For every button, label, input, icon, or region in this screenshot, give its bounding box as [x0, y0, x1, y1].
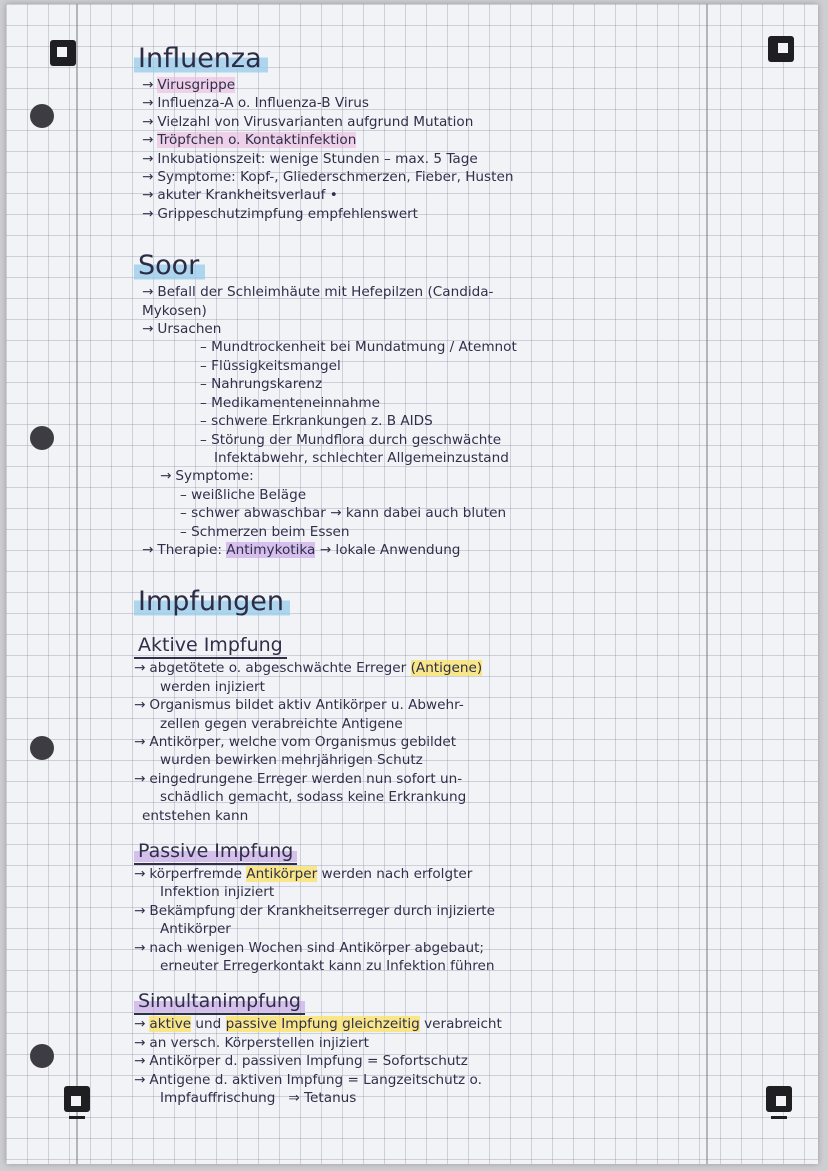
- list-item: [134, 902, 714, 920]
- list-item: [134, 883, 714, 901]
- heading-passive-impfung: Passive Impfung: [134, 839, 297, 865]
- heading-aktive-impfung: Aktive Impfung: [134, 633, 287, 659]
- list-item: [134, 150, 714, 168]
- list-item-text: Therapie:: [157, 541, 222, 558]
- list-item-text: Impfauffrischung: [160, 1090, 276, 1107]
- list-item: [134, 733, 714, 751]
- list-item-text: Grippeschutzimpfung empfehlenswert: [157, 205, 419, 222]
- list-item-text: Antikörper: [160, 921, 231, 938]
- list-item: – Störung der Mundflora durch geschwächte: [200, 431, 502, 448]
- arrow-icon: →: [142, 205, 154, 222]
- list-item: [134, 659, 714, 677]
- heading-soor: Soor: [134, 249, 205, 283]
- list-item: [134, 939, 714, 957]
- heading-influenza: Influenza: [134, 42, 268, 76]
- list-item-text: werden nach erfolgter: [317, 866, 473, 882]
- arrow-icon: →: [142, 321, 154, 338]
- corner-marker-icon: [50, 40, 76, 66]
- arrow-icon: →: [160, 468, 172, 485]
- arrow-icon: →: [142, 541, 154, 558]
- punch-hole: [30, 1044, 54, 1068]
- section-soor: [134, 249, 714, 559]
- list-item: [134, 1052, 714, 1070]
- arrow-icon: →: [142, 150, 154, 167]
- list-item: – Schmerzen beim Essen: [180, 523, 350, 540]
- list-item-text: Antikörper d. passiven Impfung = Sofortschutz: [149, 1053, 468, 1070]
- heading-simultanimpfung: Simultanimpfung: [134, 989, 305, 1015]
- list-item-text: körperfremde: [149, 866, 247, 882]
- list-item-text: zellen gegen verabreichte Antigene: [160, 715, 403, 732]
- list-item-text: Symptome:: [175, 468, 254, 485]
- list-item: – weißliche Beläge: [180, 486, 307, 503]
- list-item: [134, 131, 714, 149]
- arrow-icon: →: [142, 187, 154, 204]
- list-item-text: Infektion injiziert: [160, 884, 275, 901]
- list-item-text: abgetötete o. abgeschwächte Erreger: [149, 660, 411, 677]
- list-item-text: Schmerzen beim Essen: [191, 523, 350, 540]
- list-item-text: Störung der Mundflora durch geschwächte: [211, 431, 502, 448]
- list-item-text: verabreicht: [419, 1016, 502, 1033]
- list-item-text: erneuter Erregerkontakt kann zu Infektion führen: [160, 958, 495, 975]
- arrow-icon: →: [134, 1034, 146, 1051]
- highlight-antikoerper: Antikörper: [246, 866, 318, 882]
- highlight-aktive: aktive: [149, 1016, 192, 1033]
- list-item-text: Vielzahl von Virusvarianten aufgrund Mutation: [157, 113, 474, 130]
- list-item-text: Medikamenteneinnahme: [211, 394, 381, 411]
- arrow-icon: →: [134, 697, 146, 714]
- list-item: [134, 715, 714, 733]
- list-item: [134, 788, 714, 806]
- list-item: – Medikamenteneinnahme: [200, 394, 381, 411]
- list-item-text: weißliche Beläge: [191, 486, 307, 503]
- list-item-text: Inkubationszeit: wenige Stunden – max. 5 Tage: [157, 150, 478, 167]
- list-item-text: Mykosen): [142, 302, 207, 319]
- list-item-text: schwer abwaschbar → kann dabei auch bluten: [191, 505, 507, 522]
- list-item-text: Infektabwehr, schlechter Allgemeinzustand: [214, 449, 509, 466]
- arrow-icon: →: [134, 770, 146, 787]
- list-item: [134, 1071, 714, 1089]
- list-item: [134, 957, 714, 975]
- list-item: [134, 865, 714, 883]
- list-item: [134, 449, 714, 467]
- arrow-icon: →: [142, 132, 154, 149]
- marker-bar-icon: [771, 1116, 787, 1119]
- list-item: [134, 283, 714, 301]
- list-item: [134, 696, 714, 714]
- corner-marker-icon: [766, 1086, 792, 1112]
- list-item-text: nach wenigen Wochen sind Antikörper abgebaut;: [149, 939, 484, 956]
- list-item-text: werden injiziert: [160, 678, 265, 695]
- therapy-value: Antimykotika: [226, 541, 316, 558]
- list-item: – schwer abwaschbar → kann dabei auch bluten: [180, 505, 507, 522]
- list-item: [134, 302, 714, 320]
- list-item: [134, 76, 714, 94]
- list-item-text: Ursachen: [157, 321, 222, 338]
- list-item: [134, 920, 714, 938]
- arrow-icon: →: [134, 939, 146, 956]
- left-margin-line: [76, 4, 78, 1164]
- list-item-text: akuter Krankheitsverlauf •: [157, 187, 338, 204]
- list-item: [134, 320, 714, 338]
- arrow-icon: →: [142, 113, 154, 130]
- list-item-text: schwere Erkrankungen z. B AIDS: [211, 413, 433, 430]
- list-item-text: Antikörper, welche vom Organismus gebildet: [149, 733, 457, 750]
- list-item-text: → lokale Anwendung: [319, 541, 461, 558]
- list-item-text: Virusgrippe: [157, 77, 236, 93]
- list-item: – Mundtrockenheit bei Mundatmung / Atemnot: [200, 339, 517, 356]
- arrow-icon: →: [134, 902, 146, 919]
- arrow-icon: →: [142, 169, 154, 186]
- list-item: [134, 678, 714, 696]
- list-item: [134, 186, 714, 204]
- list-item: [134, 1034, 714, 1052]
- section-impfungen: [134, 585, 714, 1107]
- list-item-text: ⇒ Tetanus: [288, 1090, 357, 1107]
- list-item: [134, 807, 714, 825]
- list-item: [134, 751, 714, 769]
- notebook-page: [6, 4, 818, 1164]
- list-item: [134, 94, 714, 112]
- heading-impfungen: Impfungen: [134, 585, 290, 619]
- list-item-text: Antigene d. aktiven Impfung = Langzeitschutz o.: [149, 1071, 482, 1088]
- punch-hole: [30, 104, 54, 128]
- arrow-icon: →: [134, 1053, 146, 1070]
- influenza-list: [134, 76, 714, 223]
- arrow-icon: →: [134, 1071, 146, 1088]
- highlight-passive: passive Impfung gleichzeitig: [225, 1016, 420, 1033]
- list-item-text: Flüssigkeitsmangel: [211, 357, 341, 374]
- list-item-text: Organismus bildet aktiv Antikörper u. Abwehr-: [149, 697, 464, 714]
- list-item-text: Symptome: Kopf-, Gliederschmerzen, Fieber, Husten: [157, 169, 514, 186]
- arrow-icon: →: [134, 866, 146, 882]
- corner-marker-icon: [64, 1086, 90, 1112]
- list-item-text: eingedrungene Erreger werden nun sofort un-: [149, 770, 463, 787]
- list-item-text: Bekämpfung der Krankheitserreger durch injizierte: [149, 902, 495, 919]
- list-item-text: Mundtrockenheit bei Mundatmung / Atemnot: [211, 339, 517, 356]
- list-item-text: Influenza-A o. Influenza-B Virus: [157, 95, 369, 112]
- list-item-text: entstehen kann: [142, 807, 249, 824]
- list-item: [134, 467, 714, 485]
- arrow-icon: →: [142, 284, 154, 301]
- list-item: – Nahrungskarenz: [200, 376, 323, 393]
- highlight-antigene: (Antigene): [410, 660, 483, 677]
- list-item: [134, 205, 714, 223]
- punch-hole: [30, 426, 54, 450]
- list-item-text: wurden bewirken mehrjährigen Schutz: [160, 752, 423, 769]
- list-item: [134, 541, 714, 559]
- list-item: [134, 1015, 714, 1033]
- arrow-icon: →: [134, 660, 146, 677]
- arrow-icon: →: [134, 733, 146, 750]
- list-item-text: schädlich gemacht, sodass keine Erkrankung: [160, 789, 467, 806]
- list-item: [134, 113, 714, 131]
- list-item: [134, 168, 714, 186]
- list-item: – Flüssigkeitsmangel: [200, 357, 341, 374]
- list-item-text: Nahrungskarenz: [211, 376, 323, 393]
- list-item: – schwere Erkrankungen z. B AIDS: [200, 413, 433, 430]
- arrow-icon: →: [134, 1016, 146, 1033]
- list-item: [134, 770, 714, 788]
- arrow-icon: →: [142, 77, 154, 93]
- list-item-text: an versch. Körperstellen injiziert: [149, 1034, 369, 1051]
- list-item: [134, 1089, 714, 1107]
- list-item-text: Befall der Schleimhäute mit Hefepilzen (Candida-: [157, 284, 494, 301]
- marker-bar-icon: [69, 1116, 85, 1119]
- punch-hole: [30, 736, 54, 760]
- list-item-text: und: [191, 1016, 226, 1033]
- section-influenza: [134, 42, 714, 223]
- notes-content: [134, 42, 714, 1107]
- corner-marker-icon: [768, 36, 794, 62]
- list-item-text: Tröpfchen o. Kontaktinfektion: [157, 132, 357, 149]
- arrow-icon: →: [142, 95, 154, 112]
